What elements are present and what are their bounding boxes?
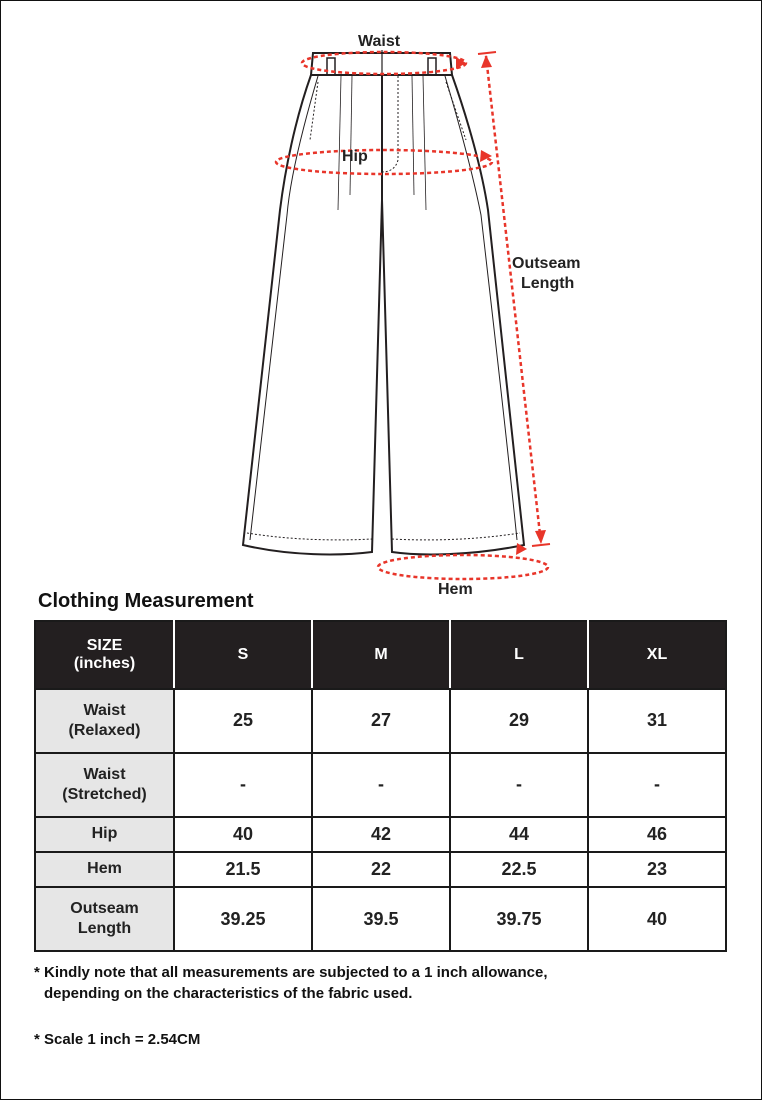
- allowance-note-line2: depending on the characteristics of the fabric used.: [44, 985, 413, 1002]
- row-label-hip: [35, 817, 174, 852]
- size-col-l: L: [450, 621, 588, 689]
- table-row: [35, 753, 726, 817]
- table-row: [35, 689, 726, 753]
- row-label-waist-stretched: [35, 753, 174, 817]
- size-header-line1: SIZE: [86, 637, 123, 654]
- row-label-waist-relaxed: [35, 689, 174, 753]
- table-cell: 42: [312, 817, 450, 852]
- belt-loop-left: [327, 58, 335, 76]
- table-cell: 39.25: [174, 887, 312, 951]
- size-col-s: S: [174, 621, 312, 689]
- outseam-label-line2: Length: [521, 275, 575, 292]
- scale-note: * Scale 1 inch = 2.54CM: [34, 1031, 201, 1048]
- table-cell: 27: [312, 689, 450, 753]
- size-header-line2: (inches): [73, 655, 136, 672]
- allowance-note-line1: * Kindly note that all measurements are subjected to a 1 inch allowance,: [34, 964, 548, 981]
- outseam-label-line1: Outseam: [512, 255, 581, 272]
- table-cell: 31: [588, 689, 726, 753]
- allowance-note: [34, 962, 548, 1004]
- outseam-arrow-bottom: [535, 530, 546, 544]
- hip-label: Hip: [342, 148, 368, 165]
- row-label-line1: Waist: [83, 765, 126, 783]
- table-cell: 21.5: [174, 852, 312, 887]
- row-label-line1: Waist: [83, 701, 126, 719]
- table-cell: 39.5: [312, 887, 450, 951]
- table-title: Clothing Measurement: [38, 590, 254, 612]
- row-label-line1: Hip: [91, 825, 118, 843]
- table-cell: 29: [450, 689, 588, 753]
- row-label-line1: Hem: [87, 860, 122, 878]
- table-cell: -: [450, 753, 588, 817]
- table-cell: -: [174, 753, 312, 817]
- table-cell: 22: [312, 852, 450, 887]
- row-label-outseam-length: [35, 887, 174, 951]
- size-chart-table: [34, 620, 727, 952]
- table-cell: 22.5: [450, 852, 588, 887]
- row-label-line1: Outseam: [70, 900, 139, 917]
- hem-measure-line: [378, 555, 548, 579]
- table-cell: -: [312, 753, 450, 817]
- outseam-arrow-top: [481, 55, 492, 68]
- table-row: [35, 852, 726, 887]
- table-cell: 44: [450, 817, 588, 852]
- waist-label: Waist: [358, 33, 401, 50]
- row-label-line2: (Stretched): [62, 785, 147, 803]
- row-label-line2: Length: [77, 920, 132, 937]
- table-cell: 23: [588, 852, 726, 887]
- row-label-line2: (Relaxed): [68, 721, 141, 739]
- right-leg-outline: [382, 75, 524, 554]
- table-cell: -: [588, 753, 726, 817]
- size-header-cell: [35, 621, 174, 689]
- table-cell: 39.75: [450, 887, 588, 951]
- table-cell: 46: [588, 817, 726, 852]
- left-leg-outline: [243, 75, 382, 554]
- size-col-m: M: [312, 621, 450, 689]
- row-label-hem: [35, 852, 174, 887]
- table-row: [35, 817, 726, 852]
- hem-label: Hem: [438, 581, 473, 598]
- table-header-row: [35, 621, 726, 689]
- table-cell: 40: [588, 887, 726, 951]
- size-col-xl: XL: [588, 621, 726, 689]
- table-cell: 40: [174, 817, 312, 852]
- table-cell: 25: [174, 689, 312, 753]
- table-row: [35, 887, 726, 951]
